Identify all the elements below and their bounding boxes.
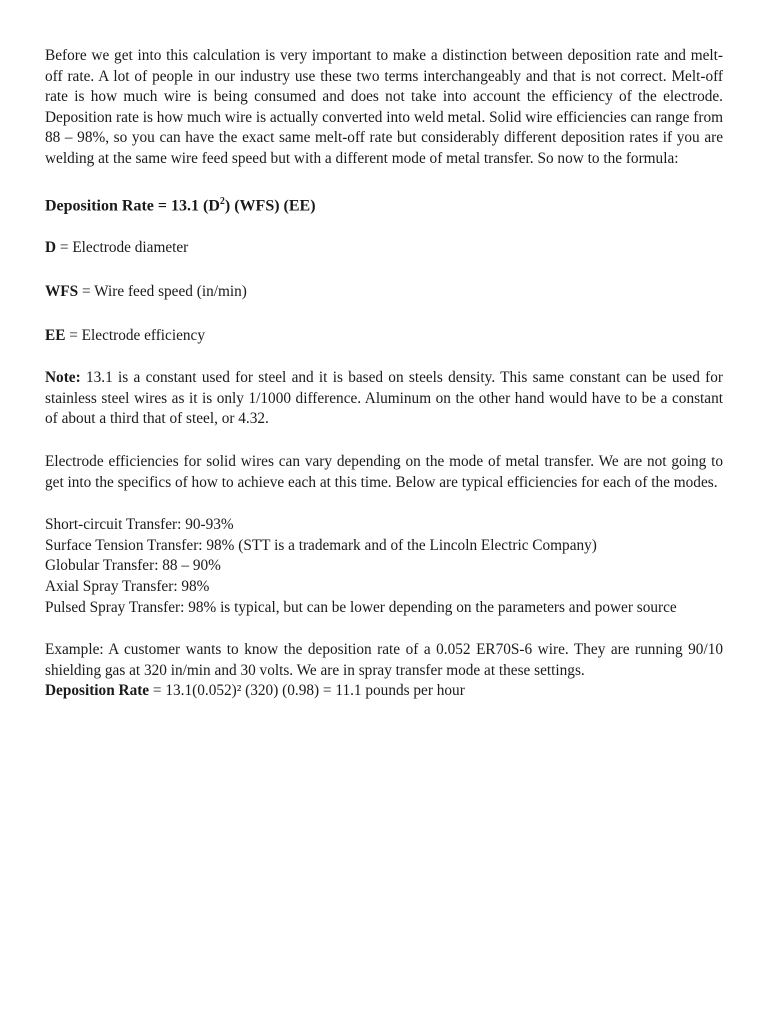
formula-suffix: ) (WFS) (EE) [224,196,316,214]
list-item: Axial Spray Transfer: 98% [45,578,210,596]
list-item: Globular Transfer: 88 – 90% [45,557,221,575]
list-item: Short-circuit Transfer: 90-93% [45,516,234,534]
note-label: Note: [45,369,81,387]
deposition-rate-formula [45,192,723,217]
example-paragraph: Example: A customer wants to know the deposition rate of a 0.052 ER70S-6 wire. They are running 90/10 shielding gas at 320 in/min and 30 volts. We are in spray transfer mode at these settings. [45,641,723,679]
list-item: Surface Tension Transfer: 98% (STT is a trademark and of the Lincoln Electric Company) [45,536,597,554]
definition-term: WFS [45,283,79,301]
list-item: Pulsed Spray Transfer: 98% is typical, but can be lower depending on the parameters and power source [45,598,677,616]
result-text: = 13.1(0.052)² (320) (0.98) = 11.1 pounds per hour [149,682,465,700]
definition-text: = Electrode efficiency [65,326,205,344]
example-result [45,681,723,702]
intro-paragraph: Before we get into this calculation is very important to make a distinction between deposition rate and melt-off rate. A lot of people in our industry use these two terms interchangeably and that is not correct. Melt-off rate is how much wire is being consumed and does not take into account the efficiency of the electrode. Deposition rate is how much wire is actually converted into weld metal. Solid wire efficiencies can range from 88 – 98%, so you can have the exact same melt-off rate but considerably different deposition rates if you are welding at the same wire feed speed but with a different mode of metal transfer. So now to the formula: [45,47,723,167]
result-label: Deposition Rate [45,682,150,700]
efficiency-intro-paragraph: Electrode efficiencies for solid wires can vary depending on the mode of metal transfer. We are not going to get into the specifics of how to achieve each at this time. Below are typical efficiencies for each of the modes. [45,453,723,491]
definition-text: = Electrode diameter [56,239,189,257]
formula-prefix: Deposition Rate = 13.1 (D [45,196,220,214]
definition-term: EE [45,326,66,344]
note-text: 13.1 is a constant used for steel and it is based on steels density. This same constant can be used for stainless steel wires as it is only 1/1000 difference. Aluminum on the other hand would have to be a constant of about a third that of steel, or 4.32. [45,369,723,428]
transfer-modes-list [45,515,723,618]
note-paragraph [45,368,723,430]
definition-wfs [45,282,723,303]
formula-superscript: 2 [219,195,225,207]
definition-d [45,238,723,259]
definition-ee [45,326,723,347]
definition-term: D [45,239,57,257]
definition-text: = Wire feed speed (in/min) [78,283,247,301]
document-page [45,46,723,702]
